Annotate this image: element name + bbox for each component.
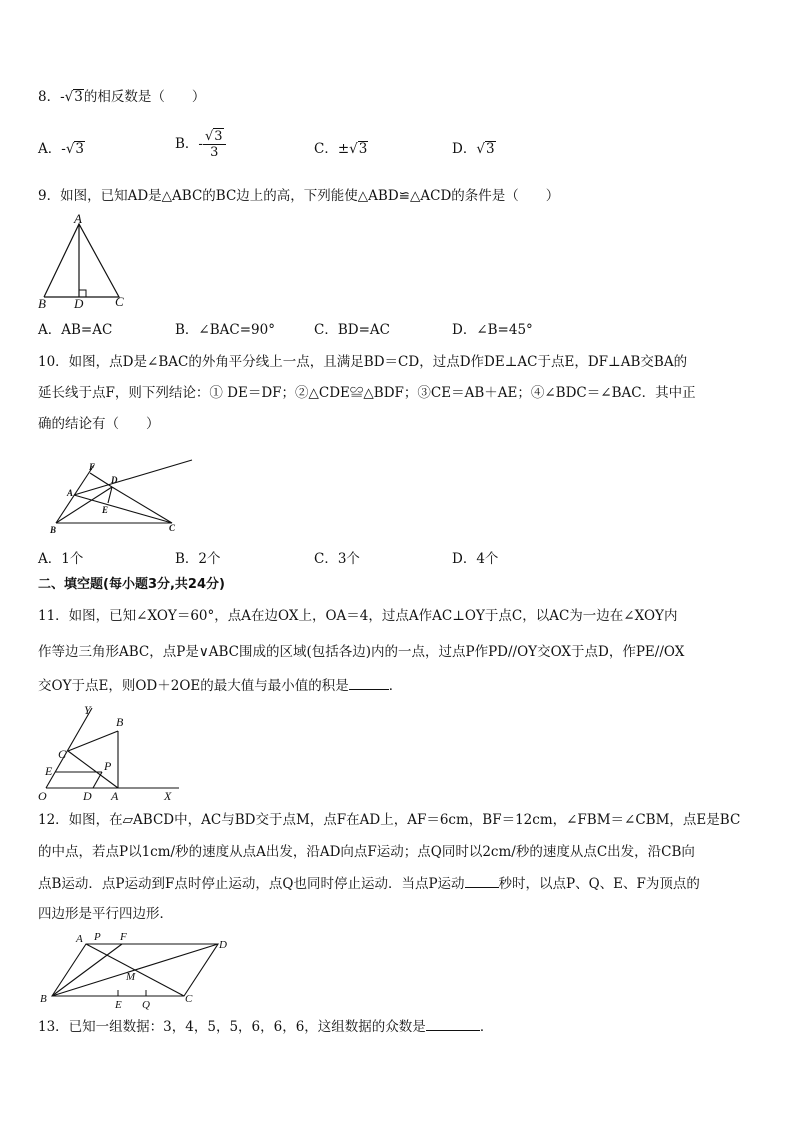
label-o: O (38, 789, 47, 802)
label-p: P (94, 931, 101, 943)
label-b: B (40, 993, 47, 1005)
segment-df (90, 473, 112, 487)
label-q: Q (142, 999, 150, 1010)
label-e: E (102, 505, 109, 515)
sqrt-symbol: √3 (65, 141, 85, 157)
section-heading-fill-in: 二、填空题(每小题3分,共24分) (38, 577, 225, 592)
label-b: B (38, 296, 46, 311)
q13-stem: 13．已知一组数据：3，4，5，5，6，6，6，这组数据的众数是 ． (38, 1016, 493, 1037)
answer-blank[interactable] (349, 675, 389, 690)
q10-option-d: D．4个 (452, 551, 499, 567)
q9-option-b: B．∠BAC=90° (175, 322, 275, 338)
label-p: P (104, 759, 112, 773)
segment-ac (74, 495, 172, 523)
diagonal-ac (86, 944, 184, 996)
label-x: X (164, 789, 172, 802)
q12-line-3: 点B运动．点P运动到F点时停止运动，点Q也同时停止运动．当点P运动 秒时，以点P、Q、E、F为顶点的 (38, 873, 700, 894)
label-a: A (76, 933, 83, 945)
segment-pd (93, 772, 102, 788)
q11-line-2: 作等边三角形ABC，点P是∨ABC围成的区域(包括各边)内的一点，过点P作PD//OY交OX于点D，作PE//OX (38, 644, 685, 660)
q10-figure (44, 455, 196, 537)
segment-cd (112, 487, 172, 523)
sqrt-symbol: √3 (204, 129, 223, 144)
label-b: B (116, 715, 124, 729)
q8-option-d: D．√3 (452, 141, 495, 157)
q9-stem: 9．如图，已知AD是△ABC的BC边上的高，下列能使△ABD≌△ACD的条件是（ ） (38, 188, 560, 204)
q8-option-a: A．-√3 (38, 141, 85, 157)
ray-oy (46, 708, 92, 788)
label-m: M (126, 971, 136, 983)
q8-option-b: B．- $\frac{√3}{3}$ (175, 128, 226, 160)
q10-option-c: C．3个 (314, 551, 360, 567)
answer-blank[interactable] (465, 873, 499, 888)
sqrt-symbol: √3 (476, 141, 495, 157)
label-y: Y (84, 703, 91, 717)
label-a: A (74, 212, 82, 226)
q9-option-a: A．AB=AC (38, 322, 113, 338)
label-c: C (58, 747, 67, 761)
label-d: D (219, 939, 227, 951)
label-f: F (89, 462, 96, 472)
q9-option-d: D．∠B=45° (452, 322, 533, 338)
sqrt-symbol: √3 (349, 141, 368, 157)
q8-stem (38, 87, 205, 107)
label-d: D (74, 296, 84, 311)
q8-option-c: C．±√3 (314, 141, 368, 157)
sqrt-symbol: √3 (64, 89, 83, 105)
label-d: D (83, 789, 92, 802)
q9-option-c: C．BD=AC (314, 322, 390, 338)
segment-cb (68, 731, 118, 751)
q10-line-1: 10．如图，点D是∠BAC的外角平分线上一点，且满足BD＝CD，过点D作DE⊥AC于点E，DF⊥AB交BA的 (38, 354, 688, 370)
label-e: E (45, 764, 53, 778)
q10-line-3: 确的结论有（ ） (38, 416, 160, 432)
q10-option-a: A．1个 (38, 551, 84, 567)
q10-line-2: 延长线于点F，则下列结论：① DE＝DF；②△CDE≌△BDF；③CE＝AB＋AE；④∠BDC＝∠BAC．其中正 (38, 385, 696, 401)
segment-bf (52, 944, 122, 996)
label-c: C (169, 523, 176, 533)
q12-line-1: 12．如图，在▱ABCD中，AC与BD交于点M，点F在AD上，AF＝6cm，BF＝12cm，∠FBM＝∠CBM，点E是BC (38, 812, 741, 828)
q12-parallelogram-figure (36, 928, 236, 1010)
line-bf (56, 465, 94, 523)
q8-stem-root: 3 (74, 89, 83, 105)
fraction: $\frac{√3}{3}$ (203, 128, 226, 160)
q8-stem-prefix: 8．- (38, 89, 65, 105)
label-a: A (111, 789, 119, 802)
label-f: F (120, 931, 127, 943)
label-e: E (115, 999, 122, 1010)
label-b: B (50, 525, 57, 535)
q9-triangle-figure (34, 212, 134, 312)
q10-option-b: B．2个 (175, 551, 221, 567)
triangle-abc (44, 224, 119, 297)
label-a: A (67, 488, 74, 498)
q11-figure (34, 702, 184, 802)
label-d: D (111, 475, 118, 485)
q12-line-4: 四边形是平行四边形． (38, 906, 173, 922)
q11-line-3: 交OY于点E，则OD＋2OE的最大值与最小值的积是 ． (38, 675, 402, 696)
answer-blank[interactable] (426, 1016, 480, 1031)
label-c: C (115, 294, 124, 309)
q8-stem-rest: 的相反数是（ ） (83, 89, 206, 105)
label-c: C (185, 993, 193, 1005)
q12-line-2: 的中点，若点P以1cm/秒的速度从点A出发，沿AD向点F运动；点Q同时以2cm/秒的速度从点C出发，沿CB向 (38, 844, 695, 860)
q11-line-1: 11．如图，已知∠XOY＝60°，点A在边OX上，OA＝4，过点A作AC⊥OY于点C，以AC为一边在∠XOY内 (38, 608, 678, 624)
